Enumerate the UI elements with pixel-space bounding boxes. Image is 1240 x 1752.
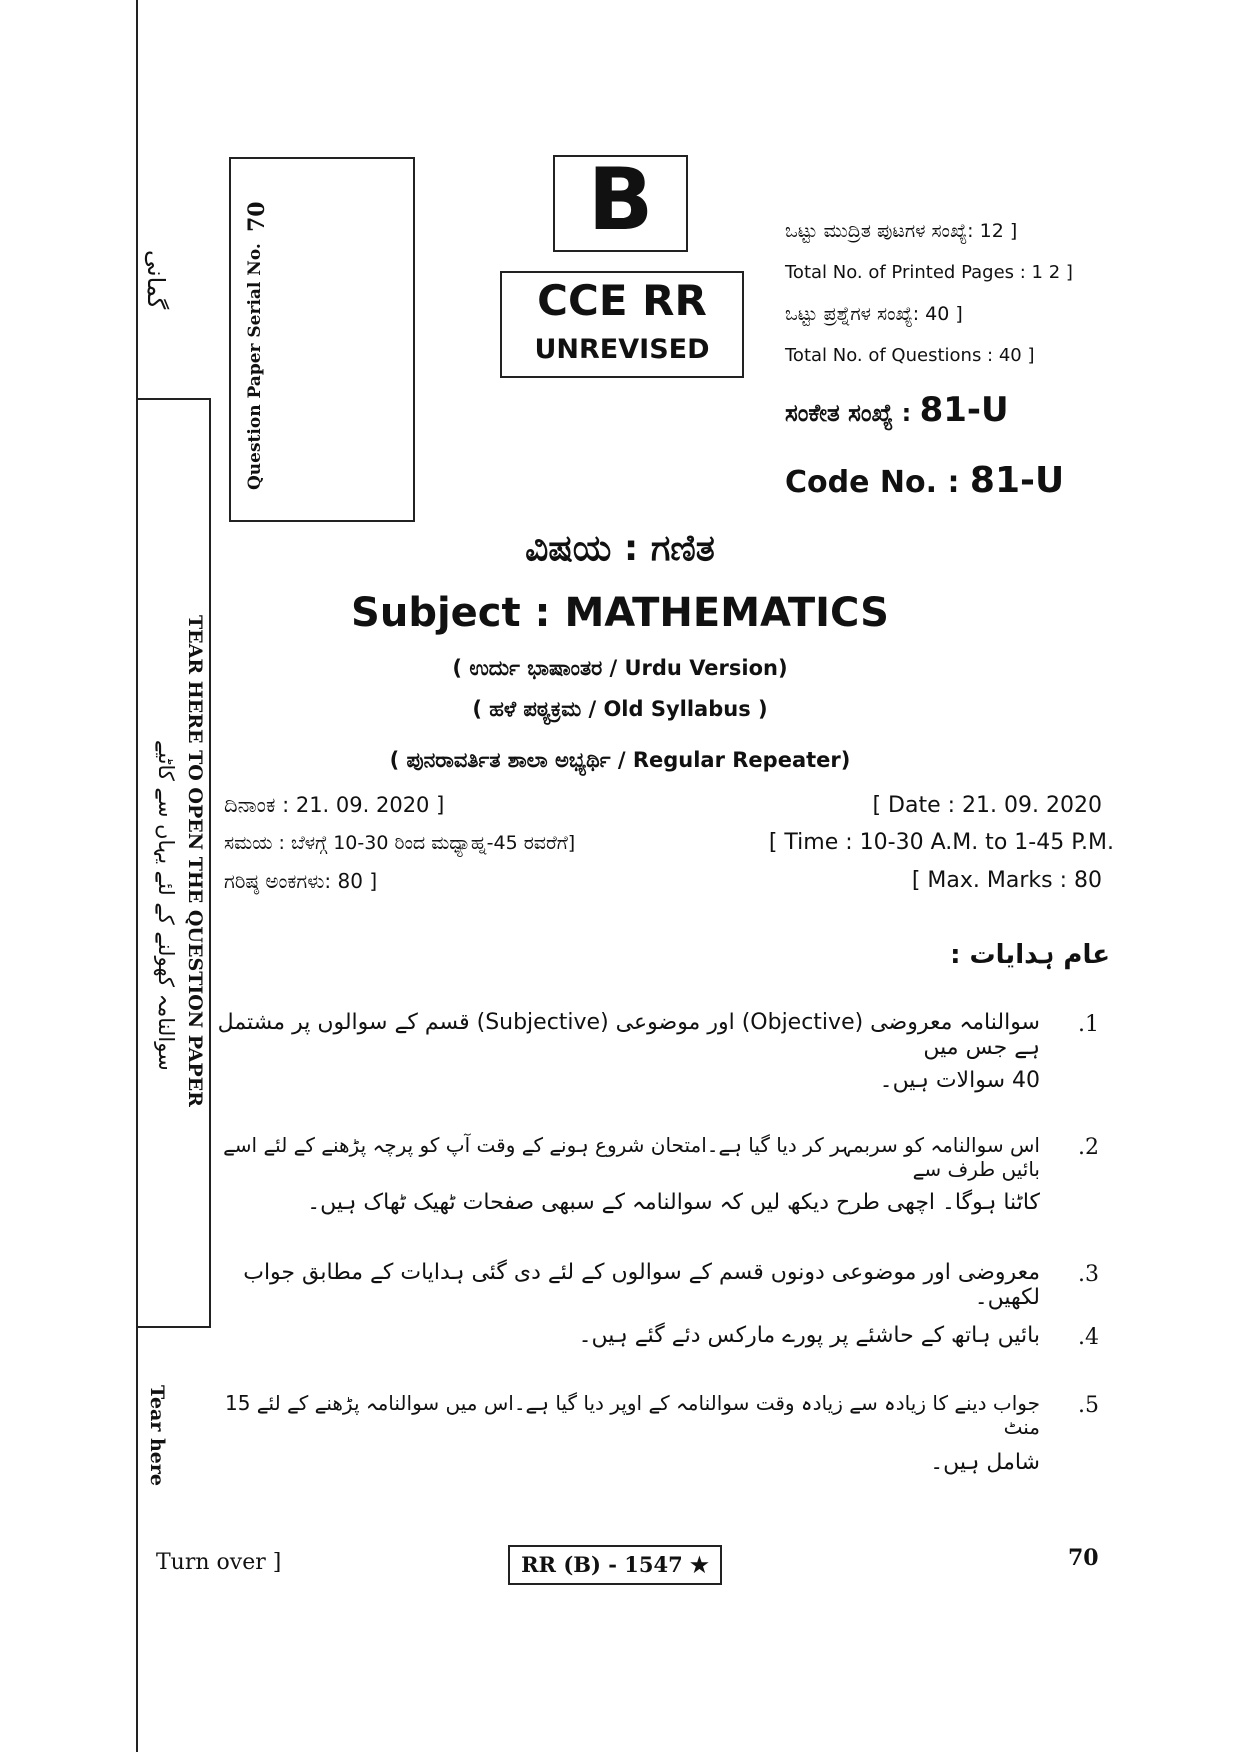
tear-here-text: Tear here [146,1385,168,1486]
date-en: [ Date : 21. 09. 2020 [872,793,1102,818]
page-code: 70 [1068,1545,1099,1571]
instruction-2-line2: کاٹنا ہوگا۔ اچھی طرح دیکھ لیں کہ سوالنامہ کے سبھی صفحات ٹھیک ٹھاک ہیں۔ [307,1190,1040,1215]
time-kn: ಸಮಯ : ಬೆಳಗ್ಗೆ 10-30 ರಿಂದ ಮಧ್ಯಾಹ್ನ-45 ರವರೆಗೆ] [224,832,576,854]
instruction-5-line1: جواب دینے کا زیادہ سے زیادہ وقت سوالنامہ کے اوپر دیا گیا ہے۔اس میں سوالنامہ پڑھنے کے لئے 15 منٹ [225,1391,1040,1439]
tear-open-urdu: سوالنامہ کھولنے کے لئے یہاں سے کاٹیے [154,740,178,1071]
instruction-3-line1: معروضی اور موضوعی دونوں قسم کے سوالوں کے لئے دی گئی ہدایات کے مطابق جواب لکھیں۔ [243,1260,1040,1310]
questions-kn: ಒಟ್ಟು ಪ್ರಶ್ನೆಗಳ ಸಂಖ್ಯೆ: 40 ] [785,303,963,325]
serial-label: Question Paper Serial No. [245,243,265,490]
instruction-5-line2: شامل ہیں۔ [930,1450,1040,1475]
marks-kn: ಗರಿಷ್ಠ ಅಂಕಗಳು: 80 ] [224,869,378,893]
date-kn: ದಿನಾಂಕ : 21. 09. 2020 ] [224,793,445,817]
marks-en: [ Max. Marks : 80 [911,868,1102,893]
instruction-1-line2: 40 سوالات ہیں۔ [879,1068,1040,1093]
questions-en: Total No. of Questions : 40 ] [785,345,1035,366]
instruction-4-number: .4 [1078,1325,1099,1350]
instruction-3-number: .3 [1078,1262,1099,1287]
instruction-1-number: .1 [1078,1012,1099,1037]
version-letter: B [587,150,654,250]
cce-sub: UNREVISED [534,334,710,365]
instruction-1-line1: سوالنامہ معروضی (Objective) اور موضوعی (Subjective) قسم کے سوالوں پر مشتمل ہے جس میں [217,1010,1040,1060]
instructions-heading: عام ہدایات : [950,940,1110,970]
subject-en: Subject : MATHEMATICS [351,590,889,636]
instruction-2-line1: اس سوالنامہ کو سربمہر کر دیا گیا ہے۔امتحان شروع ہونے کے وقت آپ کو پرچہ پڑھنے کے لئے اسے بائیں طرف سے [223,1133,1040,1181]
pages-en: Total No. of Printed Pages : 1 2 ] [785,262,1073,283]
instruction-5-number: .5 [1078,1393,1099,1418]
subject-kn: ವಿಷಯ : ಗಣಿತ [525,528,715,569]
instruction-2-number: .2 [1078,1135,1099,1160]
code-kn: ಸಂಕೇತ ಸಂಖ್ಯೆ : 81-U [785,390,1009,430]
instruction-4-line1: بائیں ہاتھ کے حاشئے پر پورے مارکس دئے گئے ہیں۔ [578,1323,1040,1348]
margin-urdu-top: گمانی [142,250,170,310]
time-en: [ Time : 10-30 A.M. to 1-45 P.M. [768,830,1114,855]
cce-title: CCE RR [537,276,707,325]
footer-code: RR (B) - 1547 ★ [521,1552,709,1577]
pages-kn: ಒಟ್ಟು ಮುದ್ರಿತ ಪುಟಗಳ ಸಂಖ್ಯೆ: 12 ] [785,220,1018,242]
repeater-line: ( ಪುನರಾವರ್ತಿತ ಶಾಲಾ ಅಭ್ಯರ್ಥಿ / Regular Repeater) [389,748,851,772]
margin-rule-outer [136,0,138,1752]
turn-over: Turn over ] [156,1550,282,1575]
syllabus-line: ( ಹಳೆ ಪಠ್ಯಕ್ರಮ / Old Syllabus ) [472,697,768,721]
code-en: Code No. : 81-U [785,460,1065,501]
tear-open-text: TEAR HERE TO OPEN THE QUESTION PAPER [184,615,206,1107]
serial-value: 70 [244,201,270,232]
version-line: ( ಉರ್ದು ಭಾಷಾಂತರ / Urdu Version) [452,656,788,680]
margin-rule-top [138,398,211,400]
